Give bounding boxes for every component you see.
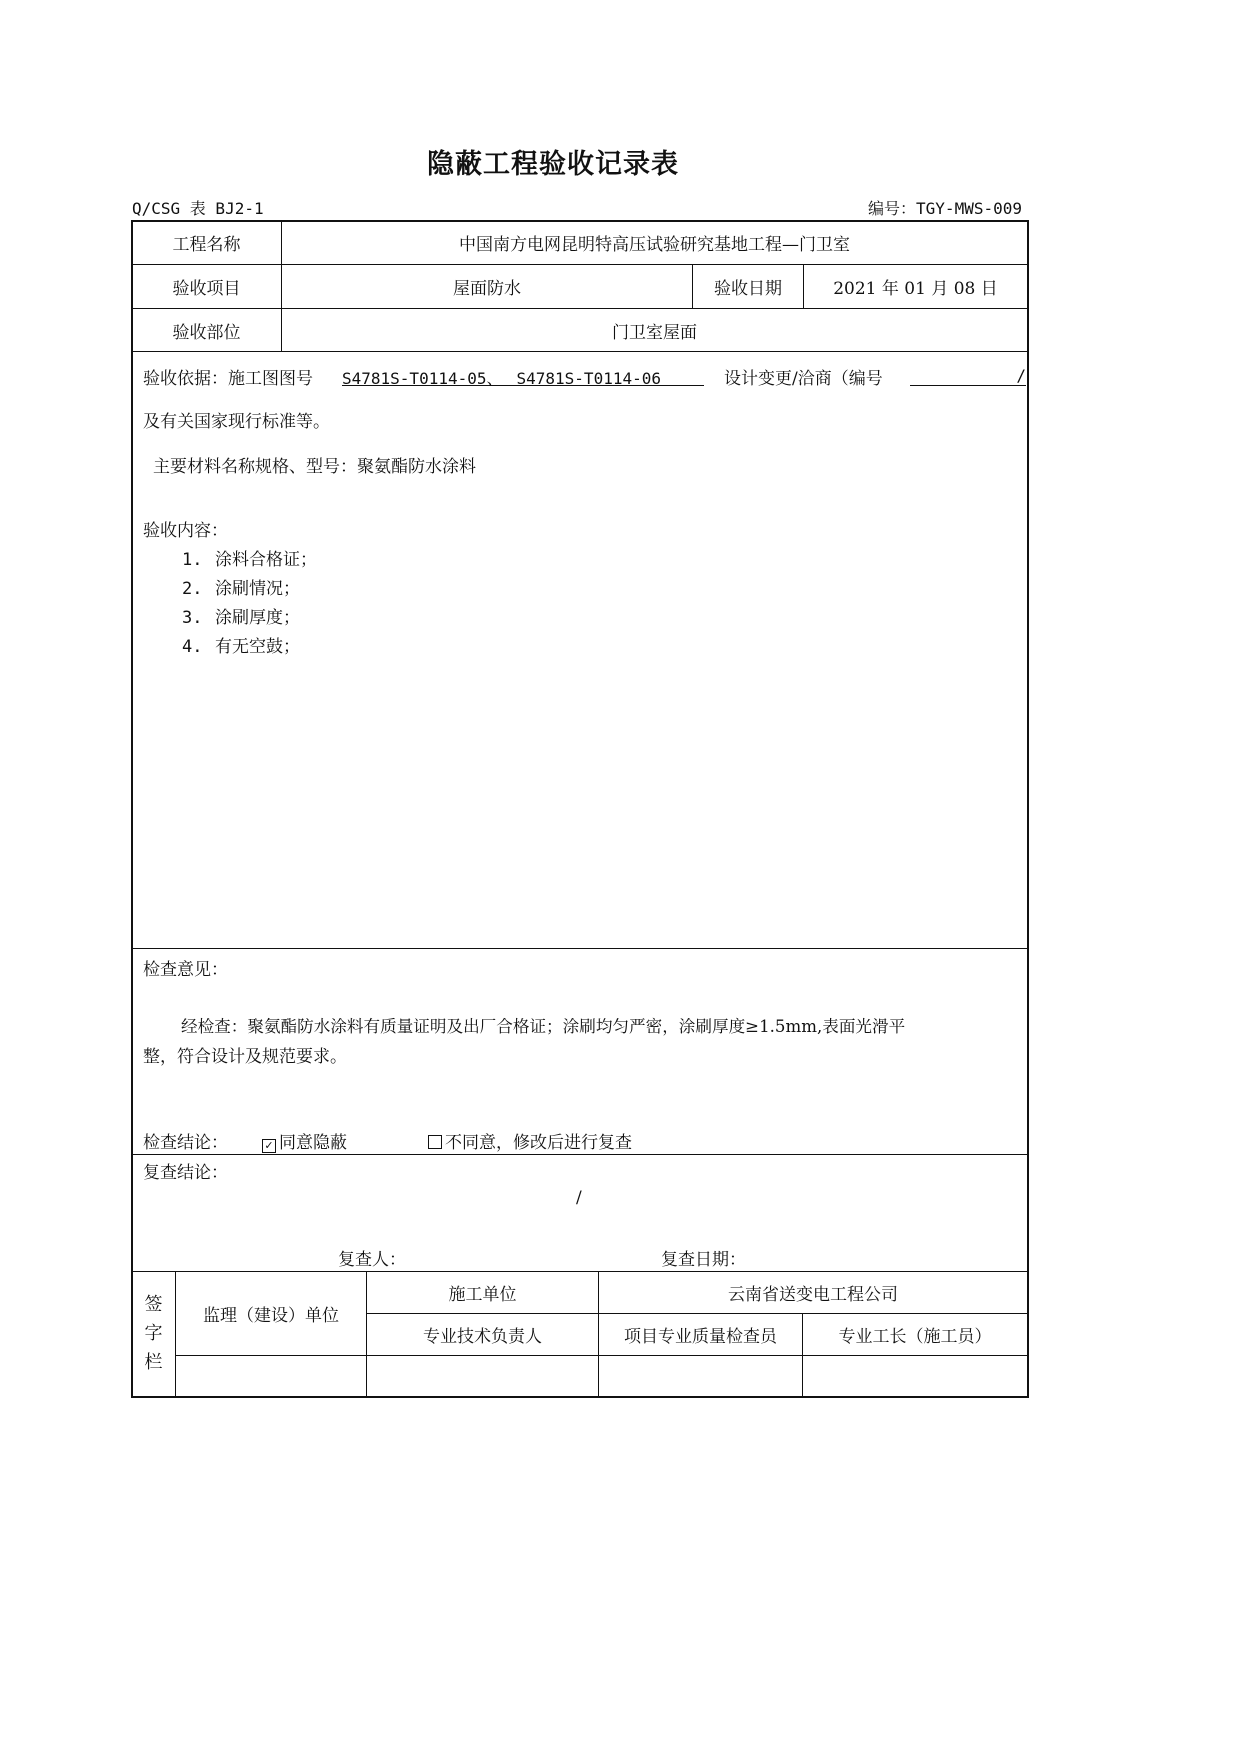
supervisor-unit-label: 监理（建设）单位 (203, 1306, 339, 1326)
page-title: 隐蔽工程验收记录表 (427, 149, 679, 180)
tech-lead-label: 专业技术负责人 (423, 1327, 542, 1347)
list-item: 1. 涂料合格证； (182, 550, 317, 570)
serial-number (868, 196, 1022, 219)
location-label: 验收部位 (172, 322, 241, 343)
quality-inspector-label: 项目专业质量检查员 (624, 1327, 777, 1347)
material-text: 主要材料名称规格、型号：聚氨酯防水涂料 (153, 457, 476, 477)
review-label: 复查结论： (143, 1163, 228, 1183)
design-change-label: 设计变更/洽商（编号 (724, 369, 883, 389)
item-value: 屋面防水 (453, 279, 521, 299)
option-agree[interactable] (262, 1128, 347, 1153)
location-value: 门卫室屋面 (612, 322, 697, 343)
drawing-numbers-field (342, 366, 704, 386)
disagree-label: 不同意，修改后进行复查 (445, 1133, 632, 1153)
form-code: Q/CSG 表 BJ2-1 (132, 199, 264, 218)
serial-value: TGY-MWS-009 (916, 199, 1022, 218)
drawing-number-1: S4781S-T0114-05、 (342, 369, 503, 388)
design-change-value: / (910, 366, 1026, 386)
inspection-opinion-line1: 经检查：聚氨酯防水涂料有质量证明及出厂合格证；涂刷均匀严密，涂刷厚度≥1.5mm,表面光滑平 (181, 1017, 906, 1036)
option-disagree[interactable] (428, 1128, 632, 1153)
disagree-checkbox[interactable] (428, 1135, 442, 1149)
conclusion-label: 检查结论： (143, 1133, 228, 1153)
tech-lead-signature-field[interactable] (367, 1356, 598, 1396)
foreman-label: 专业工长（施工员） (838, 1327, 992, 1347)
date-value: 2021 年 01 月 08 日 (833, 279, 998, 299)
basis-label: 验收依据：施工图图号 (143, 369, 313, 389)
inspection-label: 检查意见： (143, 960, 228, 980)
foreman-signature-field[interactable] (803, 1356, 1027, 1396)
content-label: 验收内容： (143, 521, 228, 541)
agree-checkbox[interactable]: ✓ (262, 1139, 276, 1153)
project-name-label: 工程名称 (172, 235, 241, 255)
drawing-number-2: S4781S-T0114-06 (516, 369, 661, 388)
quality-inspector-signature-field[interactable] (599, 1356, 802, 1396)
project-name-value: 中国南方电网昆明特高压试验研究基地工程—门卫室 (459, 235, 850, 255)
list-item: 3. 涂刷厚度； (182, 608, 300, 628)
date-label: 验收日期 (714, 279, 782, 299)
agree-label: 同意隐蔽 (279, 1133, 347, 1153)
reviewer-label: 复查人： (338, 1250, 406, 1270)
contractor-label: 施工单位 (448, 1285, 517, 1305)
signature-column-label: 签 字 栏 (144, 1294, 163, 1373)
review-date-label: 复查日期： (661, 1250, 746, 1270)
review-value: / (576, 1188, 582, 1208)
item-label: 验收项目 (172, 279, 241, 299)
contractor-value: 云南省送变电工程公司 (728, 1285, 898, 1305)
inspection-opinion-line2: 整，符合设计及规范要求。 (143, 1047, 347, 1067)
list-item: 4. 有无空鼓； (182, 637, 300, 657)
serial-label: 编号： (868, 199, 917, 218)
list-item: 2. 涂刷情况； (182, 579, 300, 599)
standards-text: 及有关国家现行标准等。 (143, 412, 330, 432)
supervisor-signature-field[interactable] (176, 1356, 366, 1396)
